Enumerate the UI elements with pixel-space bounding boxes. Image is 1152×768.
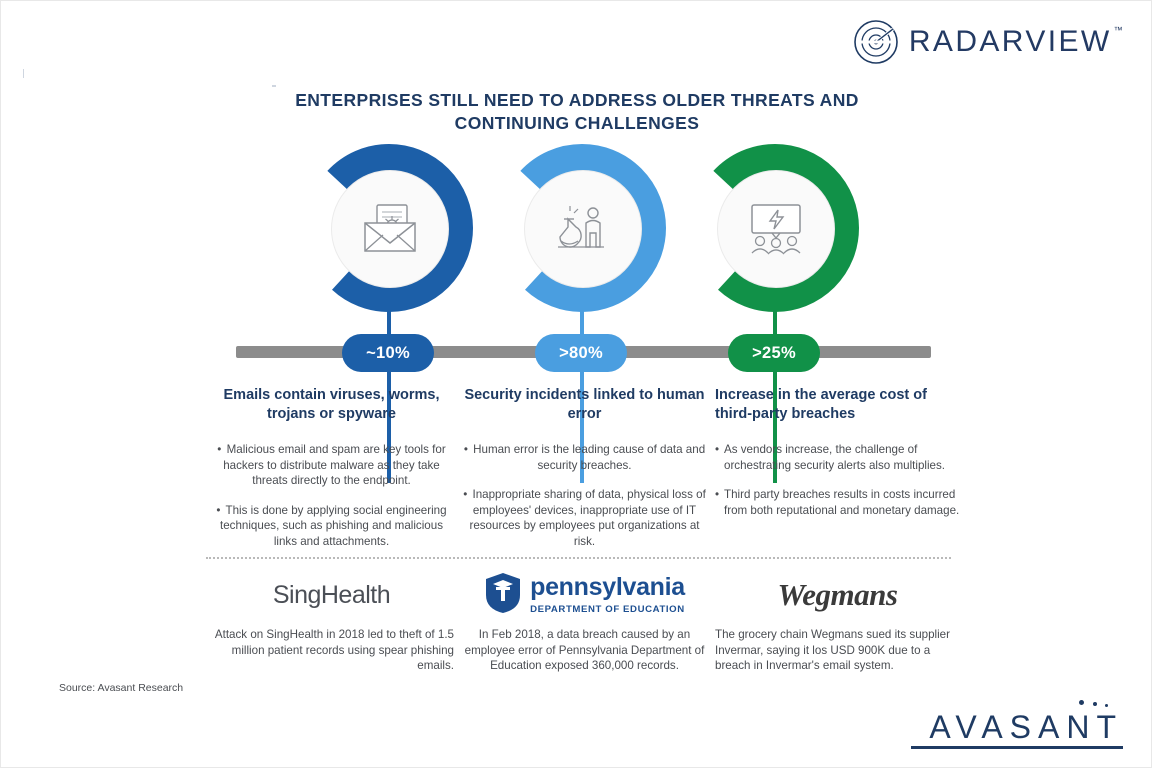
penn-shield-icon [484,571,522,620]
penn-wordmark: pennsylvania [530,572,685,601]
avasant-underline [911,746,1123,749]
trademark-symbol: ™ [1113,25,1125,35]
stat-bullets-3 [715,442,960,518]
stat-value-badge-3: >25% [728,334,820,372]
bullet-dot: • [216,503,221,517]
third-party-breach-icon [744,201,808,257]
case-study-text-1: Attack on SingHealth in 2018 led to theft of 1.5 million patient records using spear phishing emails. [214,628,454,672]
radarview-logo [853,19,1125,65]
stat-bullets-1 [209,442,454,549]
radar-target-icon [853,19,899,65]
email-virus-icon [359,201,421,257]
decorative-speck [272,85,276,87]
wegmans-logo [715,567,960,623]
case-study-1 [209,567,454,674]
brand-wordmark: RADARVIEW ™ [908,25,1125,58]
case-study-3 [715,567,960,674]
decorative-speck [23,69,24,78]
ring-inner-circle-1 [331,170,449,288]
case-study-text-3: The grocery chain Wegmans sued its supplier Invermar, saying it los USD 900K due to a breach in Invermar's email system. [715,628,950,672]
stat-columns [1,386,1152,546]
list-item: • Inappropriate sharing of data, physical loss of employees' devices, inappropriate use of IT resources by employees put organizations at risk. [463,488,706,548]
list-item: • This is done by applying social engineering techniques, such as phishing and malicious links and attachments. [216,503,447,548]
stat-ring-3 [690,143,860,313]
case-study-row [1,567,1152,697]
avasant-logo [911,700,1123,749]
bullet-dot: • [217,443,222,456]
stat-heading-3: Increase in the average cost of third-party breaches [715,387,927,422]
avasant-wordmark: AVASANT [929,709,1123,745]
stat-column-3 [715,386,960,532]
section-divider [206,557,951,560]
stat-heading-1: Emails contain viruses, worms, trojans or spyware [223,387,440,422]
page-title [1,89,1152,135]
ring-inner-circle-2 [524,170,642,288]
avasant-dots [911,700,1123,710]
list-item: • Third party breaches results in costs incurred from both reputational and monetary damage. [715,487,960,518]
stat-heading-2: Security incidents linked to human error [464,387,705,422]
pennsylvania-department-of-education-logo [462,567,707,623]
stat-column-2 [462,386,707,563]
stat-value-badge-2: >80% [535,334,627,372]
singhealth-wordmark: SingHealth [272,580,391,609]
bullet-dot: • [463,443,468,456]
human-error-icon [552,201,614,257]
title-line-1: ENTERPRISES STILL NEED TO ADDRESS OLDER THREATS AND [295,90,859,110]
stat-value-badge-1: ~10% [342,334,434,372]
list-item: • Human error is the leading cause of data and security breaches. [463,443,706,472]
singhealth-logo [209,567,454,623]
stat-column-1 [209,386,454,563]
stat-ring-2 [497,143,667,313]
ring-inner-circle-3 [717,170,835,288]
case-study-text-2: In Feb 2018, a data breach caused by an employee error of Pennsylvania Department of Education exposed 360,000 records. [464,628,705,672]
list-item: • As vendors increase, the challenge of orchestrating security alerts also multiplies. [715,442,960,473]
source-note: Source: Avasant Research [59,682,184,694]
list-item: • Malicious email and spam are key tools for hackers to distribute malware as they take threats directly to the endpoint. [217,443,446,487]
wegmans-wordmark: Wegmans [777,577,898,612]
stat-bullets-2 [462,442,707,549]
case-study-2 [462,567,707,674]
title-line-2: CONTINUING CHALLENGES [454,113,700,133]
bullet-dot: • [463,488,468,501]
stat-ring-1 [304,143,474,313]
penn-subtitle: DEPARTMENT OF EDUCATION [530,603,685,615]
